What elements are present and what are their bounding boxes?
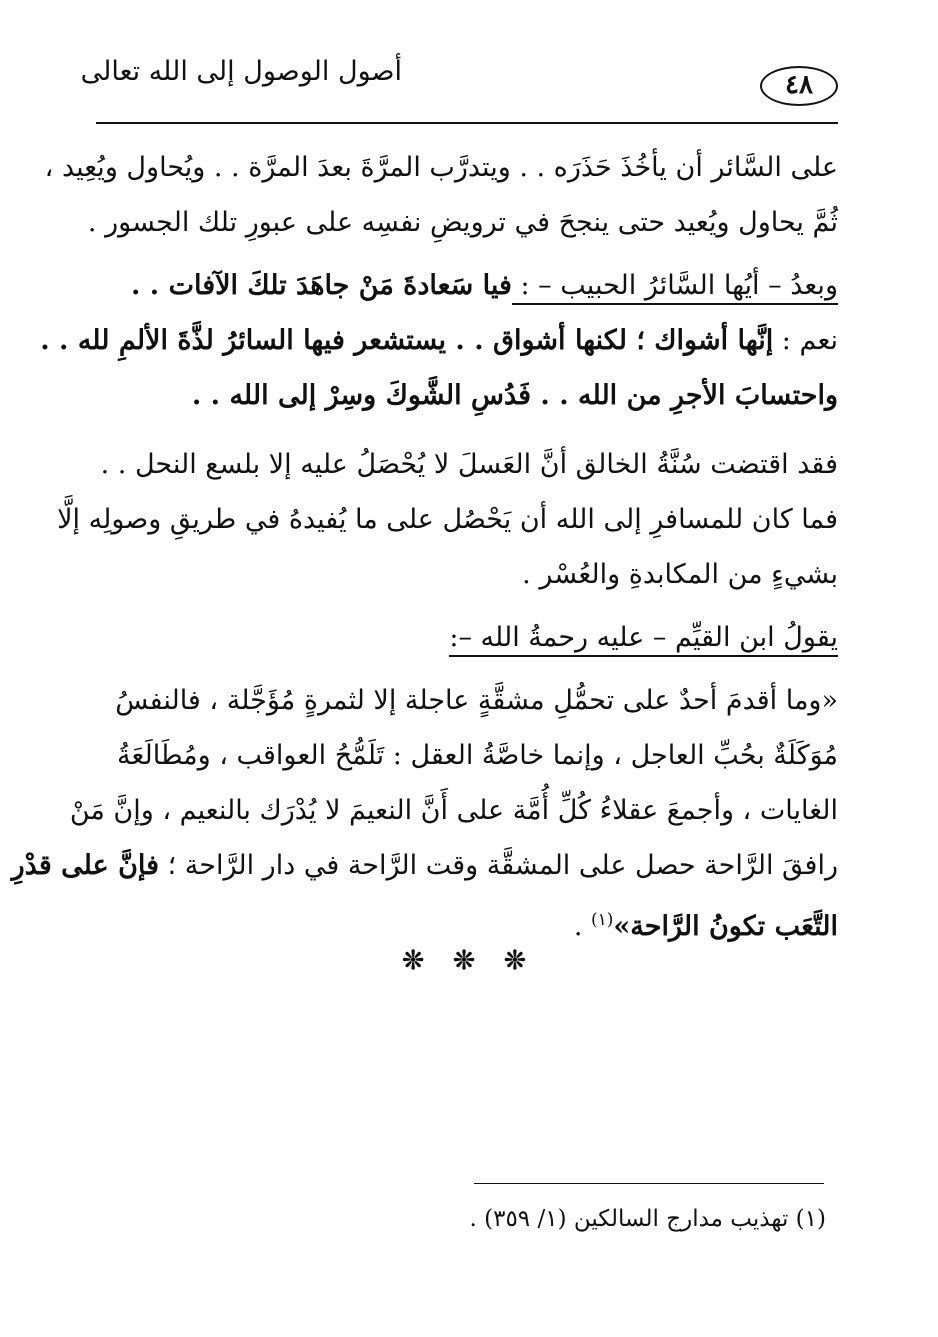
text-line: الغايات ، وأجمعَ عقلاءُ كُلِّ أُمَّة على أَنَّ النعيمَ لا يُدْرَك بالنعيم ، وإنَّ مَنْ: [69, 795, 838, 826]
quote-paragraph: [11, 673, 838, 954]
paragraph-3: [40, 313, 838, 423]
text-line: بشيءٍ من المكابدةِ والعُسْر .: [522, 559, 838, 590]
text-line: التَّعَب تكونُ الرَّاحة»$^{(١)}$ .: [573, 910, 838, 942]
paragraph-2: [96, 258, 838, 313]
bold-text-line: واحتسابَ الأجرِ من الله . . فَدُسِ الشَّوكَ وسِرْ إلى الله . .: [191, 380, 838, 411]
text-line: فقد اقتضت سُنَّةُ الخالق أنَّ العَسلَ لا يُحْصَلُ عليه إلا بلسع النحل . .: [100, 449, 838, 480]
bold-text: فيا سَعادةَ مَنْ جاهَدَ تلكَ الآفات . .: [130, 270, 512, 301]
paragraph-4: [57, 437, 838, 602]
underlined-address: وبعدُ – أيُها السَّائرُ الحبيب – :: [512, 270, 838, 305]
text-line: ثُمَّ يحاول ويُعيد حتى ينجحَ في ترويضِ نفسِه على عبورِ تلك الجسور .: [87, 207, 838, 238]
bold-text: فإنَّ على قدْرِ: [11, 850, 160, 881]
section-separator: ❊ ❊ ❊: [402, 946, 536, 976]
text-line: [96, 258, 838, 313]
footnote-ref: (١): [590, 910, 614, 930]
text-line: على السَّائر أن يأخُذَ حَذَرَه . . ويتدرَّب المرَّةَ بعدَ المرَّة . . ويُحاول ويُعِيد ،: [44, 152, 838, 183]
text-line: رافقَ الرَّاحة حصل على المشقَّة وقت الرَّاحة في دار الرَّاحة ؛ فإنَّ على قدْرِ: [11, 850, 838, 881]
paragraph-1: [44, 140, 838, 250]
footnote-rule: [474, 1183, 824, 1184]
bold-text: التَّعَب تكونُ الرَّاحة»: [613, 911, 838, 942]
underlined-quote-intro: يقولُ ابن القيِّم – عليه رحمةُ الله –:: [449, 622, 838, 657]
text-line: مُوَكَلَةٌ بحُبِّ العاجل ، وإنما خاصَّةُ العقل : تَلَمُّحُ العواقب ، ومُطَالَعَةُ: [117, 740, 838, 771]
text-line: «وما أقدمَ أحدٌ على تحمُّلِ مشقَّةٍ عاجلة إلا لثمرةٍ مُؤَجَّلة ، فالنفسُ: [115, 685, 838, 716]
bold-text: إنَّها أشواك ؛ لكنها أشواق . . يستشعر فيها السائرُ لذَّةَ الألمِ لله . .: [40, 325, 774, 356]
running-title: أصول الوصول إلى الله تعالى: [80, 56, 402, 87]
text-line: نعم : إنَّها أشواك ؛ لكنها أشواق . . يستشعر فيها السائرُ لذَّةَ الألمِ لله . .: [40, 325, 838, 356]
page-body: [11, 140, 838, 954]
page-header: [80, 50, 838, 120]
footnote: (١) تهذيب مدارج السالكين (١/ ٣٥٩) .: [469, 1206, 826, 1232]
quote-intro: [96, 610, 838, 665]
header-rule: [96, 122, 838, 124]
page-number: ٤٨: [760, 66, 838, 106]
text-line: فما كان للمسافرِ إلى الله أن يَحْصُل على ما يُفيدهُ في طريقِ وصولِه إلَّا: [57, 504, 838, 535]
